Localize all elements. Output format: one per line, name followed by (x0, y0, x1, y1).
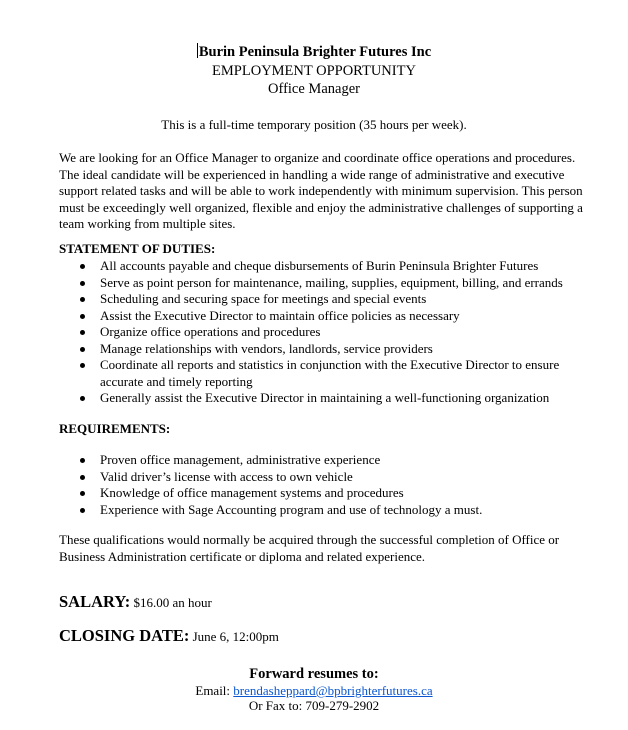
duty-item: Scheduling and securing space for meetings and special events (59, 291, 599, 308)
requirements-heading: REQUIREMENTS: (59, 421, 171, 436)
duty-item: Manage relationships with vendors, landlords, service providers (59, 341, 599, 358)
duty-item: Assist the Executive Director to maintain office policies as necessary (59, 308, 599, 325)
email-label: Email: (195, 683, 231, 698)
qualifications-paragraph: These qualifications would normally be acquired through the successful completion of Office or Business Administration certificate or diploma and related experience. (59, 532, 560, 564)
duties-heading: STATEMENT OF DUTIES: (59, 241, 216, 256)
closing-date-label: CLOSING DATE: (59, 626, 190, 645)
salary-line (59, 594, 212, 612)
duty-item: All accounts payable and cheque disbursements of Burin Peninsula Brighter Futures (59, 258, 599, 275)
salary-label: SALARY: (59, 592, 131, 611)
closing-date-line (59, 628, 279, 646)
fax-line: Or Fax to: 709-279-2902 (248, 698, 380, 713)
requirement-item: Experience with Sage Accounting program and use of technology a must. (59, 502, 599, 519)
email-link[interactable]: brendasheppard@bpbrighterfutures.ca (233, 683, 433, 698)
requirement-item: Valid driver’s license with access to own vehicle (59, 469, 599, 486)
salary-value: $16.00 an hour (133, 595, 212, 610)
intro-paragraph: We are looking for an Office Manager to organize and coordinate office operations and procedures. The ideal candidate will be experienced in handling a wide range of administrative and executive support related tasks and will be able to work independently with minimum supervision. This person must be exceedingly well organized, flexible and enjoy the administrative challenges of supporting a team working from multiple sites. (59, 150, 583, 231)
duties-list (59, 258, 599, 407)
text-cursor (197, 43, 198, 58)
duty-item: Generally assist the Executive Director in maintaining a well-functioning organization (59, 390, 599, 407)
position-type: This is a full-time temporary position (35 hours per week). (161, 117, 467, 132)
org-name-line (0, 43, 628, 61)
requirement-item: Proven office management, administrative experience (59, 452, 599, 469)
duty-item: Coordinate all reports and statistics in conjunction with the Executive Director to ensure accurate and timely reporting (59, 357, 599, 390)
closing-date-value: June 6, 12:00pm (192, 629, 279, 644)
duty-item: Organize office operations and procedures (59, 324, 599, 341)
requirement-item: Knowledge of office management systems and procedures (59, 485, 599, 502)
forward-resumes-heading: Forward resumes to: (249, 666, 379, 682)
requirements-list (59, 452, 599, 518)
position-title: Office Manager (268, 81, 360, 97)
duty-item: Serve as point person for maintenance, mailing, supplies, equipment, billing, and errands (59, 275, 599, 292)
opportunity-heading: EMPLOYMENT OPPORTUNITY (212, 63, 416, 79)
org-name: Burin Peninsula Brighter Futures Inc (198, 44, 432, 60)
